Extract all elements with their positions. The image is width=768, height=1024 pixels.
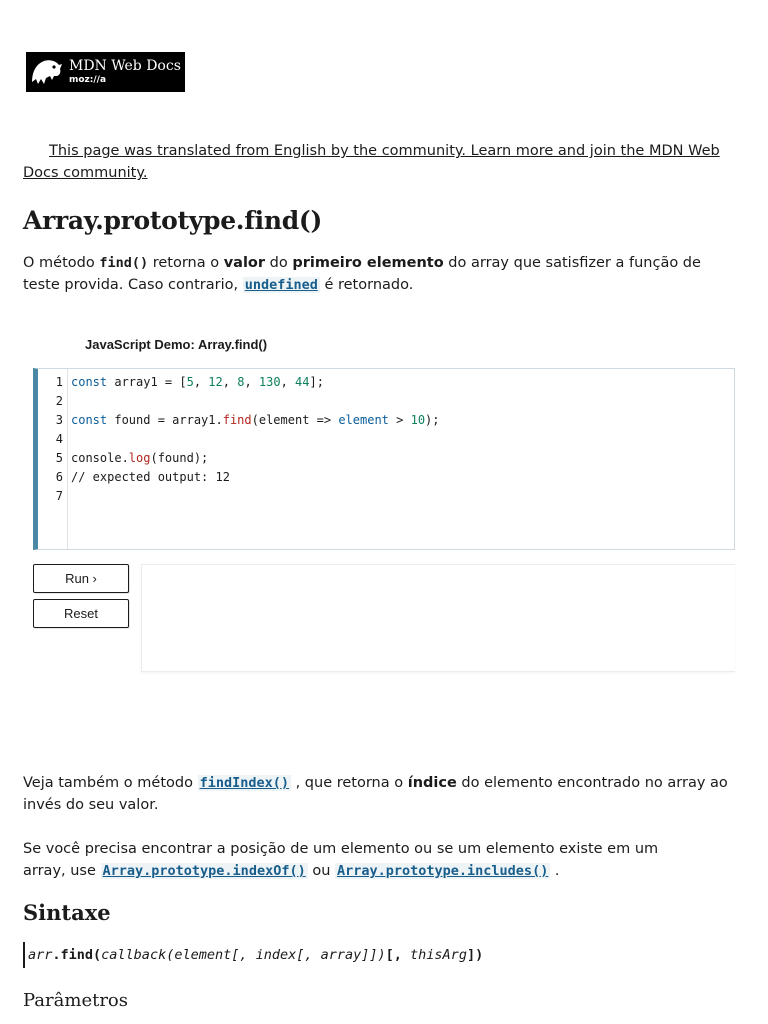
code-token: > (388, 413, 411, 427)
intro-text: O método (23, 255, 100, 271)
code-token: (element => (251, 413, 339, 427)
intro-bold-primeiro: primeiro elemento (292, 255, 444, 271)
number-token: 8 (237, 375, 245, 389)
indexof-link[interactable]: Array.prototype.indexOf() (102, 863, 306, 879)
syntax-arr: arr (28, 947, 53, 963)
keyword-token: element (338, 413, 389, 427)
search-text: ou (307, 863, 335, 879)
output-console (141, 564, 735, 672)
code-editor[interactable] (33, 368, 735, 550)
code-token: (found); (150, 451, 209, 465)
findindex-link[interactable]: findIndex() (199, 775, 289, 791)
code-token: , (244, 375, 259, 389)
number-token: 5 (186, 375, 194, 389)
code-line-6[interactable]: // expected output: 12 (71, 470, 230, 484)
keyword-token: const (71, 375, 108, 389)
logo-title: MDN Web Docs (69, 58, 181, 74)
number-token: 130 (258, 375, 281, 389)
find-code: find() (99, 255, 149, 271)
code-line-5[interactable] (71, 449, 208, 468)
see-also-bold: índice (407, 775, 457, 791)
translation-notice-link[interactable]: This page was translated from English by the community. Learn more and join the MDN Web Docs community. (23, 143, 720, 181)
mdn-dino-icon (26, 52, 66, 92)
see-also-text: Veja também o método (23, 775, 198, 791)
code-line-1[interactable] (71, 373, 324, 392)
translation-notice (23, 140, 728, 184)
line-number: 2 (55, 394, 63, 408)
syntax-find: .find( (52, 947, 102, 963)
includes-link[interactable]: Array.prototype.includes() (337, 863, 549, 879)
line-number: 4 (55, 432, 63, 446)
code-token: console. (71, 451, 129, 465)
reset-button[interactable]: Reset (33, 599, 129, 628)
line-number: 6 (55, 470, 63, 484)
intro-paragraph (23, 252, 733, 296)
code-token: array1 = [ (107, 375, 187, 389)
number-token: 10 (410, 413, 426, 427)
line-number-gutter (38, 369, 68, 549)
search-text: Se você precisa encontrar a posição de um elemento ou se um elemento existe em um array, use (23, 841, 659, 879)
number-token: 44 (295, 375, 310, 389)
line-number: 1 (55, 375, 63, 389)
syntax-thisarg: thisArg (410, 947, 467, 963)
undefined-link[interactable]: undefined (244, 277, 318, 293)
page-title: Array.prototype.find() (23, 206, 322, 235)
see-also-paragraph (23, 772, 733, 816)
code-token: , (280, 375, 296, 389)
function-token: find (222, 413, 252, 427)
intro-bold-valor: valor (223, 255, 266, 271)
line-number: 5 (55, 451, 63, 465)
code-token: ); (425, 413, 440, 427)
code-token: , (193, 375, 209, 389)
syntax-bracket: [, (385, 947, 411, 963)
keyword-token: const (71, 413, 108, 427)
mdn-logo[interactable] (26, 52, 185, 92)
code-line-3[interactable] (71, 411, 440, 430)
code-token: found = array1. (107, 413, 223, 427)
code-token: , (222, 375, 238, 389)
search-text: . (550, 863, 560, 879)
number-token: 12 (208, 375, 223, 389)
run-button[interactable]: Run › (33, 564, 129, 593)
intro-text: é retornado. (319, 277, 414, 293)
line-number: 7 (55, 489, 63, 503)
function-token: log (128, 451, 151, 465)
syntax-heading: Sintaxe (23, 900, 111, 925)
intro-text: do array que satisfizer a função de teste provida. Caso contrario, (23, 255, 701, 293)
intro-text: retorna o (148, 255, 224, 271)
logo-subtitle: moz://a (69, 75, 107, 85)
parameters-heading: Parâmetros (23, 990, 129, 1011)
syntax-bracket: ]) (466, 947, 484, 963)
see-also-text: do elemento encontrado no array ao invés do seu valor. (23, 775, 728, 813)
intro-text: do (265, 255, 293, 271)
line-number: 3 (55, 413, 63, 427)
demo-label: JavaScript Demo: Array.find() (85, 337, 268, 352)
syntax-callback: callback(element[, index[, array]]) (101, 947, 386, 963)
syntax-code (23, 942, 728, 968)
code-token: ]; (309, 375, 324, 389)
see-also-text: , que retorna o (290, 775, 408, 791)
search-paragraph (23, 838, 683, 882)
